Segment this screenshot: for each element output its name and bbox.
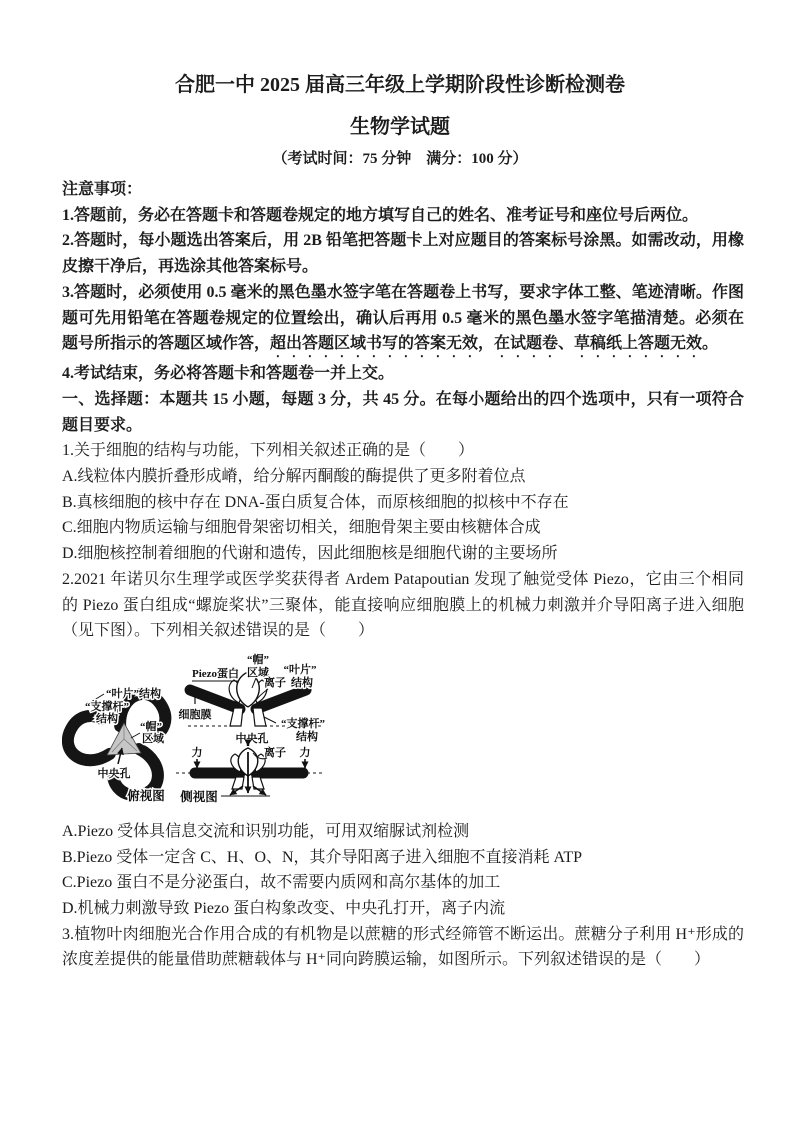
top-view-cap-label-2: 区域: [142, 732, 164, 745]
top-view-caption: 俯视图: [127, 788, 165, 803]
side-view-ion-label-top: 离子: [264, 676, 286, 689]
top-view-support-label-2: 结构: [96, 712, 118, 725]
side-view-cap-label-1: “帽”: [247, 653, 269, 666]
side-view-leaf-label-2: 结构: [291, 676, 313, 689]
side-view-support-label-2: 结构: [296, 730, 318, 743]
side-view-leaf-label-1: “叶片”: [283, 663, 317, 676]
side-view-cap-label-2: 区域: [247, 666, 269, 679]
q2-option-c: C.Piezo 蛋白不是分泌蛋白，故不需要内质网和高尔基体的加工: [62, 874, 501, 892]
exam-title: 合肥一中 2025 届高三年级上学期阶段性诊断检测卷: [175, 74, 625, 96]
section-1-heading: 一、选择题：本题共 15 小题，每题 3 分，共 45 分。在每小题给出的四个选项中，只有一项符合题目要求。: [62, 390, 744, 434]
notice-item-1: 1.答题前，务必在答题卡和答题卷规定的地方填写自己的姓名、准考证号和座位号后两位。: [62, 206, 699, 224]
notice-item-4: 4.考试结束，务必将答题卡和答题卷一并上交。: [62, 365, 395, 383]
q2-option-a: A.Piezo 受体具信息交流和识别功能，可用双缩脲试剂检测: [62, 822, 470, 840]
q1-option-c: C.细胞内物质运输与细胞骨架密切相关，细胞骨架主要由核糖体合成: [62, 519, 541, 537]
q2-stem: 2.2021 年诺贝尔生理学或医学奖获得者 Ardem Patapoutian 发现了触觉受体 Piezo，它由三个相同的 Piezo 蛋白组成“螺旋桨状”三聚体，能直接响应细胞膜上的机械力刺激并介导阳离子进入细胞（见下图）。下列相关叙述错误的是（ ）: [62, 570, 744, 640]
q2-option-b: B.Piezo 受体一定含 C、H、O、N，其介导阳离子进入细胞不直接消耗 ATP: [62, 848, 583, 866]
side-view-protein-label: Piezo蛋白: [192, 667, 240, 680]
notice-heading: 注意事项：: [62, 181, 143, 198]
q1-option-a: A.线粒体内膜折叠形成嵴，给分解丙酮酸的酶提供了更多附着位点: [62, 468, 526, 486]
notice-item-2: 2.答题时，每小题选出答案后，用 2B 铅笔把答题卡上对应题目的答案标号涂黑。如需改动，用橡皮擦干净后，再选涂其他答案标号。: [62, 232, 744, 276]
top-view-support-label-1: “支撑杆”: [85, 700, 129, 713]
side-view-support-label-1: “支撑杆”: [281, 717, 325, 730]
q2-piezo-diagram: [62, 646, 744, 816]
exam-subject: 生物学试题: [350, 116, 450, 138]
top-view-pore-label: 中央孔: [97, 767, 131, 780]
q3-stem: 3.植物叶肉细胞光合作用合成的有机物是以蔗糖的形式经筛管不断运出。蔗糖分子利用 H⁺形成的浓度差提供的能量借助蔗糖载体与 H⁺同向跨膜运输，如图所示。下列叙述错误的是（ ）: [62, 925, 744, 969]
exam-info: （考试时间：75 分钟 满分：100 分）: [272, 151, 528, 167]
side-view-membrane-label: 细胞膜: [178, 708, 212, 721]
piezo-diagram-figure: [62, 646, 422, 816]
notice-item-3-emphasis: 超出答题区域书写的答案无效，在试题卷、草稿纸上答题无效。: [270, 335, 719, 353]
q1-option-b: B.真核细胞的核中存在 DNA-蛋白质复合体，而原核细胞的拟核中不存在: [62, 493, 569, 511]
top-view-cap-label-1: “帽”: [140, 720, 162, 733]
q1-option-d: D.细胞核控制着细胞的代谢和遗传，因此细胞核是细胞代谢的主要场所: [62, 545, 558, 563]
q2-option-d: D.机械力刺激导致 Piezo 蛋白构象改变、中央孔打开，离子内流: [62, 900, 506, 918]
side-view-ion-label-bottom: 离子: [264, 746, 286, 759]
exam-body: [62, 177, 744, 973]
q1-stem: 1.关于细胞的结构与功能，下列相关叙述正确的是（ ）: [62, 442, 475, 460]
side-view-caption: 侧视图: [180, 789, 218, 804]
notice-item-3-lead: 3.答题时，必须使用 0.5 毫米的黑色墨水签字笔在答题卷上书写，要求字体工整、笔迹清晰。作图题可先用铅笔在答题卷规定的位置绘出，确认后再用 0.5 毫米的黑色墨水签字笔描清楚。必须在题号所指示的答题区域作答，: [62, 283, 744, 353]
force-label-left: 力: [191, 746, 203, 759]
top-view-leaf-label: “叶片”结构: [106, 687, 161, 700]
side-view-pore-label: 中央孔: [235, 732, 269, 745]
force-label-right: 力: [299, 746, 311, 759]
notice-item-3: [62, 280, 744, 361]
